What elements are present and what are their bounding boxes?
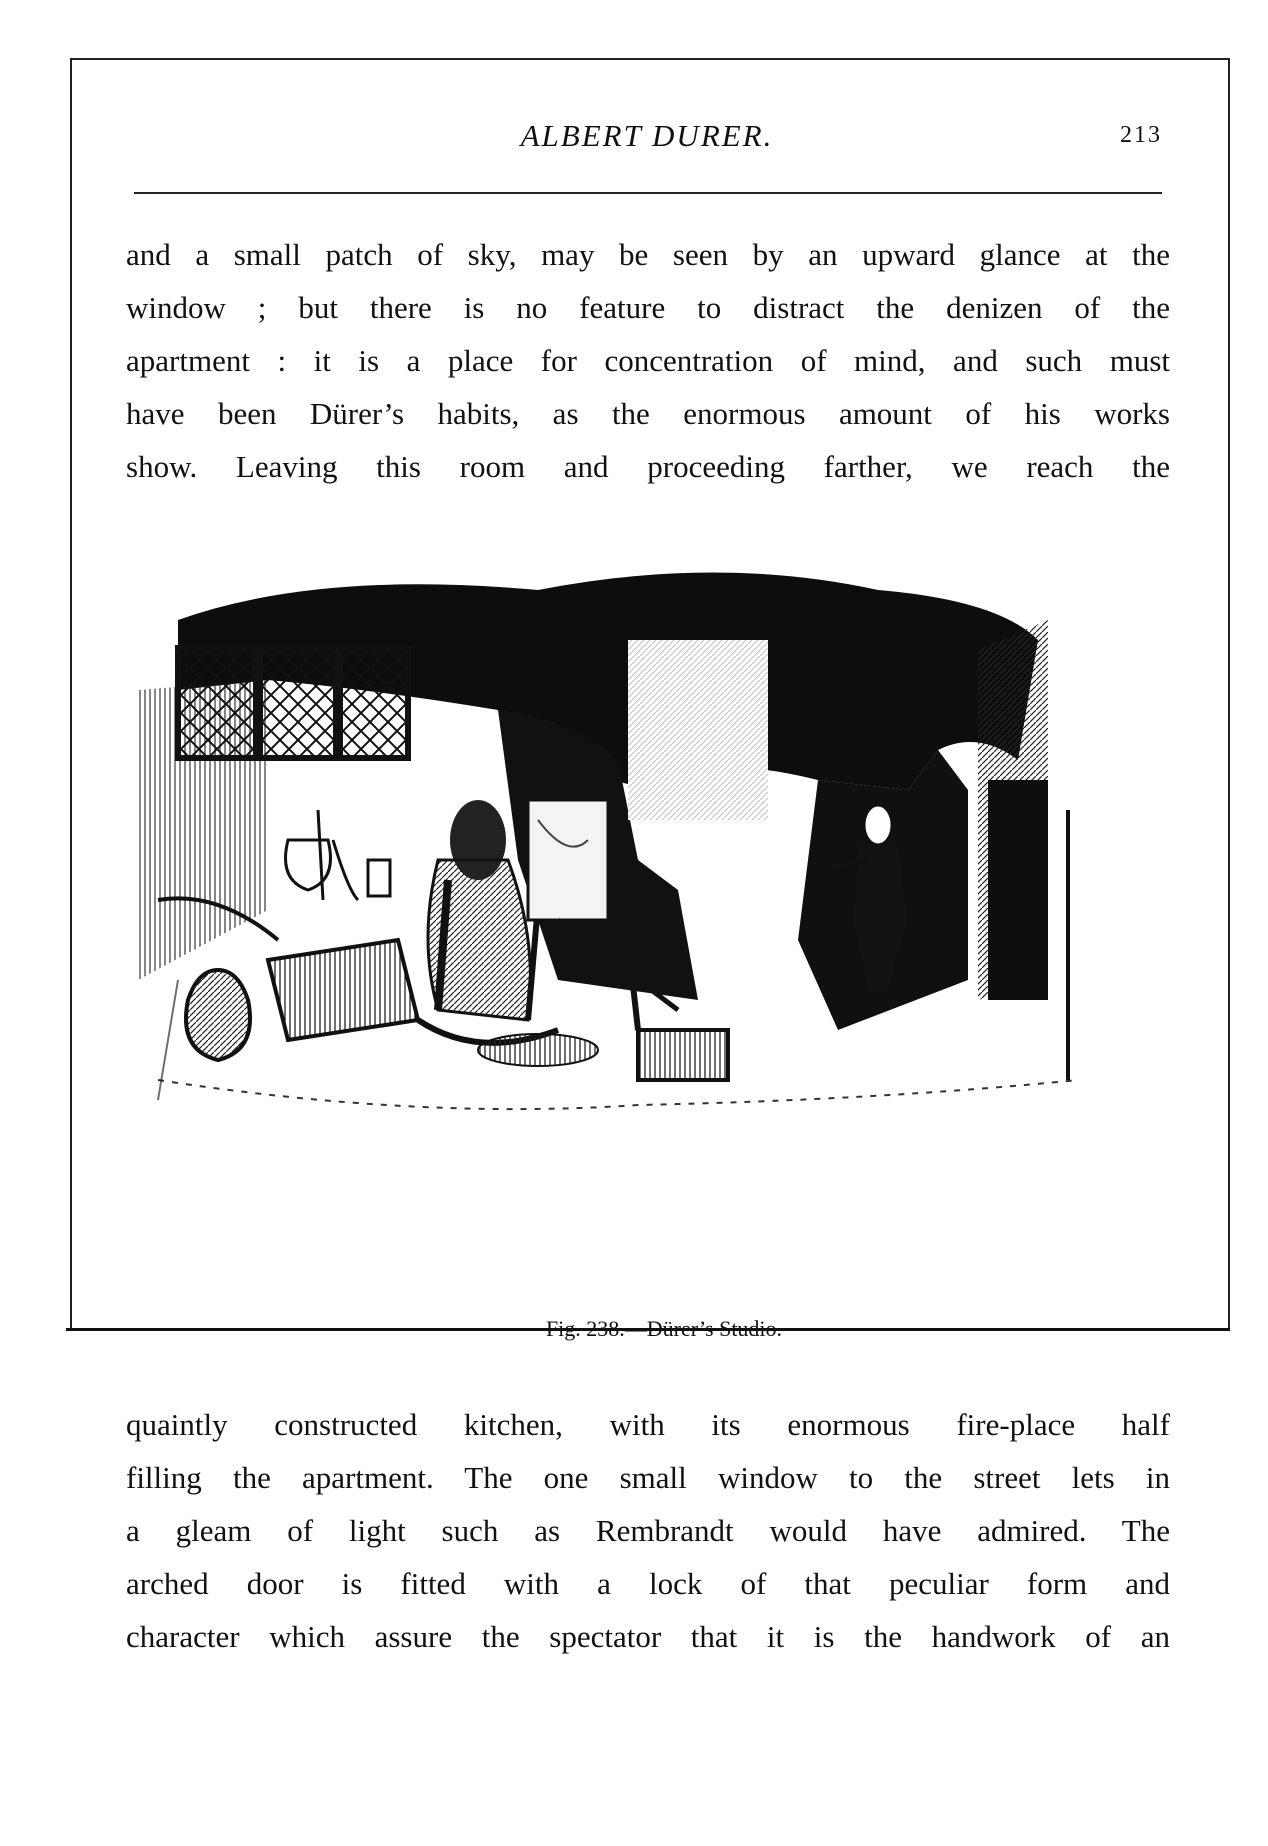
paragraph-1	[126, 228, 1170, 493]
page-header	[132, 118, 1162, 158]
text-line: window ; but there is no feature to distract the denizen of the	[126, 290, 1170, 325]
paragraph-2	[126, 1398, 1170, 1663]
running-title: ALBERT DURER.	[520, 118, 774, 153]
text-line: show. Leaving this room and proceeding farther, we reach the	[126, 449, 1170, 484]
text-line: quaintly constructed kitchen, with its enormous fire-place half	[126, 1407, 1170, 1442]
figure-caption: Fig. 238.—Dürer’s Studio.	[545, 1316, 783, 1341]
lattice-window	[178, 648, 408, 758]
text-line: arched door is fitted with a lock of that peculiar form and	[126, 1566, 1170, 1601]
text-line: apartment : it is a place for concentration of mind, and such must	[126, 343, 1170, 378]
text-line: have been Dürer’s habits, as the enormous amount of his works	[126, 396, 1170, 431]
text-line: a gleam of light such as Rembrandt would have admired. The	[126, 1513, 1170, 1548]
header-rule	[134, 192, 1162, 194]
page-number: 213	[1120, 122, 1162, 148]
figure-durer-studio	[118, 560, 1158, 1280]
engraving-illustration	[118, 560, 1158, 1280]
text-line: filling the apartment. The one small window to the street lets in	[126, 1460, 1170, 1495]
text-line: character which assure the spectator that it is the handwork of an	[126, 1619, 1170, 1654]
text-line: and a small patch of sky, may be seen by an upward glance at the	[126, 237, 1170, 272]
